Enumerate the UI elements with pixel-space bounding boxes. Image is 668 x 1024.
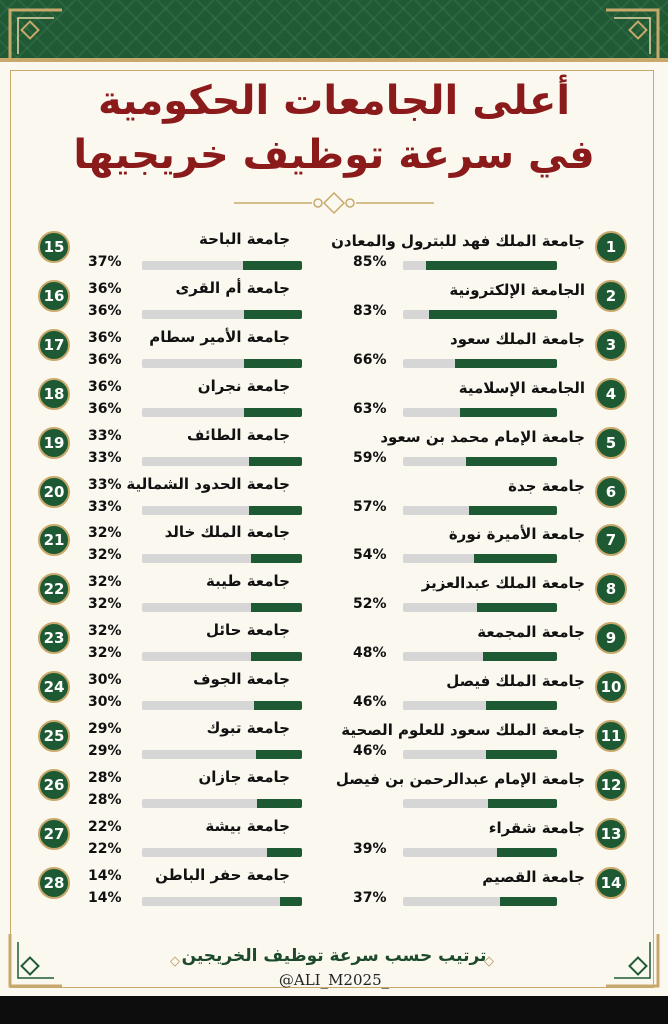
university-name: جامعة الإمام عبدالرحمن بن فيصل: [335, 770, 585, 788]
bar-track: [403, 897, 557, 906]
rank-badge: 28: [38, 867, 70, 899]
list-item: [345, 422, 635, 466]
percent-label: 22%: [88, 841, 122, 857]
rank-badge: 3: [595, 329, 627, 361]
list-item: [345, 813, 635, 857]
corner-ornament-top-right: [602, 6, 662, 66]
bar-fill: [486, 701, 557, 710]
bar-track: [142, 261, 302, 270]
bar-fill: [254, 701, 302, 710]
university-name: جامعة شقراء: [488, 819, 585, 837]
university-name: جامعة حفر الباطن: [155, 866, 290, 884]
percent-label: 36%: [88, 352, 122, 368]
list-item: [341, 715, 635, 759]
header-pattern-band: [0, 0, 668, 62]
university-name: جامعة الملك خالد: [164, 523, 290, 541]
bar-track: [142, 457, 302, 466]
footer-caption: ترتيب حسب سرعة توظيف الخريجين: [181, 946, 487, 966]
percent-label: 57%: [353, 499, 387, 515]
percent-label-inline: 33%: [88, 428, 122, 444]
list-item: [30, 471, 330, 515]
bar-fill: [267, 848, 302, 857]
rank-badge: 19: [38, 427, 70, 459]
university-name: جامعة الملك فيصل: [446, 672, 585, 690]
rank-badge: 13: [595, 818, 627, 850]
university-name: جامعة الطائف: [186, 426, 290, 444]
percent-label-inline: 14%: [88, 868, 122, 884]
bar-track: [403, 359, 557, 368]
percent-label-inline: 28%: [88, 770, 122, 786]
rank-badge: 25: [38, 720, 70, 752]
percent-label: 63%: [353, 401, 387, 417]
percent-label: 37%: [353, 890, 387, 906]
bar-fill: [497, 848, 557, 857]
bar-fill: [257, 799, 302, 808]
percent-label-inline: 33%: [88, 477, 122, 493]
bar-fill: [244, 408, 302, 417]
bar-fill: [466, 457, 557, 466]
university-name: جامعة الإمام محمد بن سعود: [380, 428, 585, 446]
bar-track: [142, 359, 302, 368]
percent-label-inline: 22%: [88, 819, 122, 835]
list-item: [345, 666, 635, 710]
list-item: [345, 519, 635, 563]
university-name: جامعة المجمعة: [477, 623, 585, 641]
list-item: [30, 862, 330, 906]
bar-track: [403, 799, 557, 808]
bar-track: [403, 750, 557, 759]
list-item: [30, 617, 330, 661]
chart-title-line-2: في سرعة توظيف خريجيها: [73, 132, 595, 178]
percent-label: 32%: [88, 645, 122, 661]
rank-badge: 27: [38, 818, 70, 850]
bar-track: [403, 310, 557, 319]
university-name: جامعة الملك عبدالعزيز: [421, 574, 585, 592]
percent-label: 54%: [353, 547, 387, 563]
list-item: [335, 764, 635, 808]
list-item: [345, 617, 635, 661]
list-item: [345, 471, 635, 515]
rank-badge: 11: [595, 720, 627, 752]
list-item: [30, 568, 330, 612]
university-name: الجامعة الإسلامية: [458, 379, 585, 397]
university-name: جامعة جازان: [198, 768, 290, 786]
list-item: [345, 862, 635, 906]
bar-track: [142, 897, 302, 906]
percent-label: 29%: [88, 743, 122, 759]
percent-label: 48%: [353, 645, 387, 661]
university-name: جامعة الحدود الشمالية: [126, 475, 290, 493]
diamond-ornament-left: ◇: [170, 954, 180, 969]
rank-badge: 7: [595, 524, 627, 556]
bar-track: [403, 701, 557, 710]
list-item: [331, 226, 635, 270]
bar-track: [142, 652, 302, 661]
rank-badge: 15: [38, 231, 70, 263]
list-item: [30, 275, 330, 319]
bar-track: [403, 261, 557, 270]
bar-fill: [469, 506, 557, 515]
percent-label: 59%: [353, 450, 387, 466]
bar-fill: [474, 554, 557, 563]
percent-label: 46%: [353, 694, 387, 710]
university-name: جامعة الأمير سطام: [149, 328, 290, 346]
list-item: [345, 275, 635, 319]
bar-fill: [483, 652, 557, 661]
rank-badge: 18: [38, 378, 70, 410]
list-item: [30, 764, 330, 808]
bar-fill: [477, 603, 557, 612]
list-item: [345, 568, 635, 612]
diamond-ornament-right: ◇: [484, 954, 494, 969]
university-name: جامعة الملك سعود: [450, 330, 585, 348]
chart-title-line-1: أعلى الجامعات الحكومية: [97, 78, 571, 124]
rank-badge: 14: [595, 867, 627, 899]
bar-track: [142, 848, 302, 857]
rank-badge: 4: [595, 378, 627, 410]
percent-label-inline: 29%: [88, 721, 122, 737]
university-name: جامعة أم القرى: [175, 279, 290, 297]
bar-fill: [460, 408, 557, 417]
bar-track: [142, 750, 302, 759]
bar-track: [403, 652, 557, 661]
percent-label: 46%: [353, 743, 387, 759]
percent-label: 32%: [88, 547, 122, 563]
list-item: [345, 373, 635, 417]
rank-badge: 10: [595, 671, 627, 703]
rank-badge: 1: [595, 231, 627, 263]
bar-track: [142, 506, 302, 515]
rank-badge: 6: [595, 476, 627, 508]
bar-track: [403, 848, 557, 857]
bar-track: [403, 506, 557, 515]
bar-fill: [249, 457, 302, 466]
bar-fill: [251, 652, 302, 661]
bar-track: [142, 554, 302, 563]
percent-label: 37%: [88, 254, 122, 270]
rank-badge: 20: [38, 476, 70, 508]
bar-fill: [244, 359, 302, 368]
university-name: جامعة جدة: [508, 477, 585, 495]
bar-fill: [249, 506, 302, 515]
list-item: [30, 813, 330, 857]
percent-label: 83%: [353, 303, 387, 319]
bar-track: [403, 408, 557, 417]
percent-label: 33%: [88, 450, 122, 466]
rank-badge: 17: [38, 329, 70, 361]
university-name: جامعة حائل: [206, 621, 290, 639]
percent-label-inline: 32%: [88, 623, 122, 639]
percent-label-inline: 32%: [88, 525, 122, 541]
percent-label: 28%: [88, 792, 122, 808]
list-item: [30, 422, 330, 466]
bar-fill: [500, 897, 557, 906]
bar-fill: [486, 750, 557, 759]
rank-badge: 16: [38, 280, 70, 312]
percent-label: 30%: [88, 694, 122, 710]
university-name: جامعة طيبة: [206, 572, 290, 590]
university-name: جامعة نجران: [197, 377, 290, 395]
bar-fill: [244, 310, 302, 319]
bar-fill: [455, 359, 557, 368]
university-name: جامعة الملك فهد للبترول والمعادن: [331, 232, 585, 250]
bar-track: [142, 310, 302, 319]
bar-fill: [429, 310, 557, 319]
university-name: جامعة بيشة: [205, 817, 290, 835]
list-item: [30, 715, 330, 759]
university-name: جامعة القصيم: [482, 868, 585, 886]
percent-label-inline: 36%: [88, 281, 122, 297]
rank-badge: 9: [595, 622, 627, 654]
list-item: [30, 226, 330, 270]
percent-label-inline: 32%: [88, 574, 122, 590]
percent-label: 36%: [88, 401, 122, 417]
bar-fill: [280, 897, 302, 906]
percent-label-inline: 36%: [88, 330, 122, 346]
university-name: جامعة الأميرة نورة: [448, 525, 585, 543]
rank-badge: 22: [38, 573, 70, 605]
rank-badge: 8: [595, 573, 627, 605]
percent-label: 36%: [88, 303, 122, 319]
rank-badge: 21: [38, 524, 70, 556]
percent-label: 32%: [88, 596, 122, 612]
percent-label: 14%: [88, 890, 122, 906]
title-divider-ornament: [234, 190, 434, 216]
university-name: جامعة الجوف: [193, 670, 290, 688]
bar-fill: [251, 603, 302, 612]
rank-badge: 26: [38, 769, 70, 801]
percent-label: 52%: [353, 596, 387, 612]
list-item: [30, 324, 330, 368]
list-item: [345, 324, 635, 368]
percent-label: 39%: [353, 841, 387, 857]
percent-label: 85%: [353, 254, 387, 270]
bar-track: [142, 701, 302, 710]
rank-badge: 24: [38, 671, 70, 703]
university-name: الجامعة الإلكترونية: [449, 281, 585, 299]
university-name: جامعة الملك سعود للعلوم الصحية: [341, 721, 585, 739]
footer-handle: @ALI_M2025_: [278, 971, 390, 989]
bar-fill: [426, 261, 557, 270]
percent-label-inline: 30%: [88, 672, 122, 688]
rank-badge: 2: [595, 280, 627, 312]
percent-label: 66%: [353, 352, 387, 368]
corner-ornament-top-left: [6, 6, 66, 66]
bar-track: [142, 408, 302, 417]
rank-badge: 12: [595, 769, 627, 801]
rank-badge: 23: [38, 622, 70, 654]
bar-fill: [243, 261, 302, 270]
university-name: جامعة تبوك: [206, 719, 290, 737]
bar-track: [403, 554, 557, 563]
bar-track: [142, 603, 302, 612]
bar-track: [142, 799, 302, 808]
university-name: جامعة الباحة: [199, 230, 290, 248]
list-item: [30, 519, 330, 563]
rank-badge: 5: [595, 427, 627, 459]
bar-track: [403, 603, 557, 612]
percent-label: 33%: [88, 499, 122, 515]
bar-fill: [251, 554, 302, 563]
list-item: [30, 373, 330, 417]
bar-fill: [256, 750, 302, 759]
bar-fill: [488, 799, 557, 808]
list-item: [30, 666, 330, 710]
percent-label-inline: 36%: [88, 379, 122, 395]
bar-track: [403, 457, 557, 466]
